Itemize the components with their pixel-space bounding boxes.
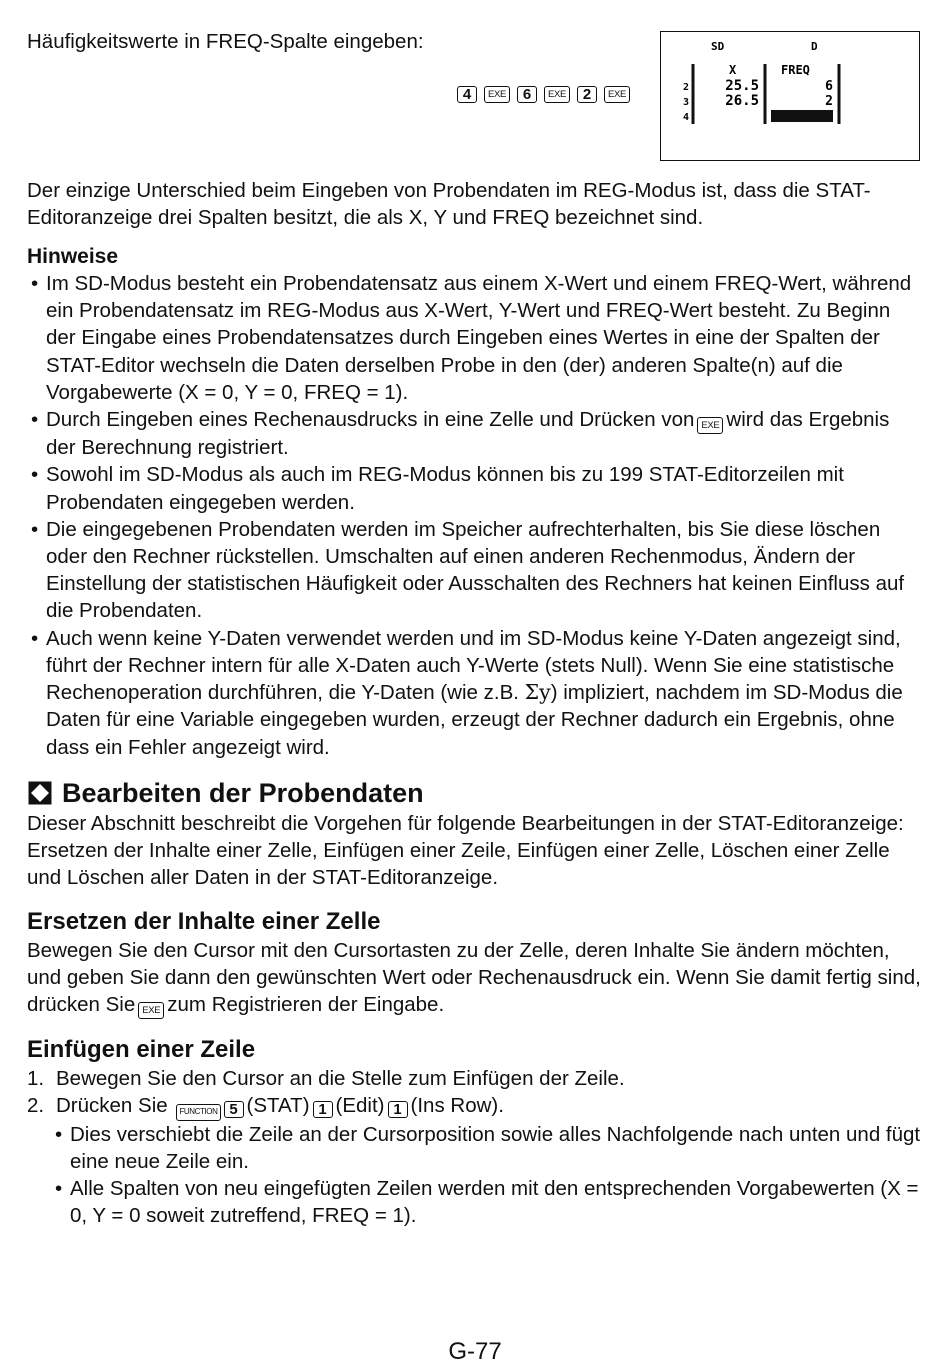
replace-cell-text: Bewegen Sie den Cursor mit den Cursortasten zu der Zelle, deren Inhalte Sie ändern möchten, und geben Sie dann den gewünschten Wert oder Rechenausdruck ein. Wenn Sie damit fertig sind, drücken Sie EXE zum Registrieren der Eingabe.	[27, 937, 922, 1019]
lcd-row-number: 2	[683, 82, 690, 93]
calculator-screen	[660, 31, 920, 161]
step-note: • Dies verschiebt die Zeile an der Cursorposition sowie alles Nachfolgende nach unten und fügt eine neue Zeile ein.	[27, 1121, 922, 1175]
page-number: G-77	[448, 1338, 502, 1365]
intro-text: Häufigkeitswerte in FREQ-Spalte eingeben:	[27, 30, 424, 53]
key-4: 4	[457, 86, 477, 103]
insert-row-steps	[27, 1065, 922, 1230]
section-diamond-icon	[27, 780, 53, 806]
sigma-y: Σy	[524, 680, 551, 705]
lcd-freq-value: 2	[825, 94, 833, 109]
key-5: 5	[224, 1101, 244, 1118]
lcd-row-number: 3	[683, 97, 690, 108]
key-1: 1	[388, 1101, 408, 1118]
key-6: 6	[517, 86, 537, 103]
key-exe: EXE	[138, 1002, 164, 1019]
key-exe: EXE	[544, 86, 570, 103]
step-item: 1. Bewegen Sie den Cursor an die Stelle zum Einfügen der Zeile.	[27, 1066, 625, 1090]
key-1: 1	[313, 1101, 333, 1118]
reg-mode-paragraph: Der einzige Unterschied beim Eingeben von Probendaten im REG-Modus ist, dass die STAT-Editoranzeige drei Spalten besitzt, die als X, Y und FREQ bezeichnet sind.	[27, 179, 871, 229]
step-notes	[27, 1121, 922, 1230]
key-exe: EXE	[697, 417, 723, 434]
lcd-header-x: X	[729, 63, 737, 77]
note-item: • Die eingegebenen Probendaten werden im Speicher aufrechterhalten, bis Sie diese löschen oder den Rechner rückstellen. Umschalten auf einen anderen Rechenmodus, Ändern der Einstellung der statistischen Häufigkeit oder Ausschalten des Rechners hat keinen Einfluss auf die Probendaten.	[27, 516, 922, 625]
lcd-indicator: D	[811, 40, 818, 53]
note-item: • Im SD-Modus besteht ein Probendatensatz aus einem X-Wert und einem FREQ-Wert, während ein Probendatensatz im REG-Modus aus X-Wert, Y-Wert und FREQ-Wert besteht. Zu Beginn der Eingabe eines Probendatensatzes durch Eingeben eines Wertes in eine der Spalten der STAT-Editor wechseln die Daten derselben Probe in den (der) anderen Spalte(n) auf die Vorgabewerte (X = 0, Y = 0, FREQ = 1).	[27, 270, 922, 406]
lcd-mode: SD	[711, 40, 725, 53]
lcd-row-number: 4	[683, 112, 690, 123]
notes-heading: Hinweise	[27, 245, 119, 268]
key-2: 2	[577, 86, 597, 103]
lcd-freq-value: 6	[825, 79, 833, 94]
key-exe: EXE	[484, 86, 510, 103]
lcd-x-value: 26.5	[725, 93, 759, 109]
lcd-cursor	[771, 110, 833, 122]
note-item: • Auch wenn keine Y-Daten verwendet werden und im SD-Modus keine Y-Daten angezeigt sind, führt der Rechner intern für alle X-Daten auch Y-Werte (stets Null). Wenn Sie eine statistische Rechenoperation durchführen, die Y-Daten (wie z.B. Σy) impliziert, nachdem im SD-Modus die Daten für eine Variable eingegeben wurden, erzeugt der Rechner dadurch ein Ergebnis, ohne dass ein Fehler angezeigt wird.	[27, 625, 922, 761]
step-item: 2. Drücken Sie FUNCTION 5 (STAT) 1 (Edit) 1 (Ins Row). • Dies verschiebt die Zeile an der Cursorposition sowie alles Nachfolgende nach unten und fügt eine neue Zeile ein. • Alle Spalten von neu eingefügten Zeilen werden mit den entsprechenden Vorgabewerten (X = 0, Y = 0 soweit zutreffend, FREQ = 1).	[27, 1092, 922, 1229]
section-title: Bearbeiten der Probendaten	[27, 776, 922, 810]
step-note: • Alle Spalten von neu eingefügten Zeilen werden mit den entsprechenden Vorgabewerten (X = 0, Y = 0 soweit zutreffend, FREQ = 1).	[27, 1175, 922, 1229]
note-item: • Durch Eingeben eines Rechenausdrucks in eine Zelle und Drücken von EXE wird das Ergebnis der Berechnung registriert.	[27, 406, 922, 461]
section-description: Dieser Abschnitt beschreibt die Vorgehen für folgende Bearbeitungen in der STAT-Editoranzeige: Ersetzen der Inhalte einer Zelle, Einfügen einer Zeile, Einfügen einer Zelle, Löschen einer Zelle und Löschen aller Daten in der STAT-Editoranzeige.	[27, 811, 904, 889]
insert-row-heading: Einfügen einer Zeile	[27, 1035, 256, 1063]
calculator-screen-display	[661, 32, 918, 159]
notes-list	[27, 270, 922, 761]
note-item: • Sowohl im SD-Modus als auch im REG-Modus können bis zu 199 STAT-Editorzeilen mit Probendaten eingegeben werden.	[27, 461, 922, 515]
key-exe: EXE	[604, 86, 630, 103]
key-sequence	[457, 86, 630, 103]
lcd-x-value: 25.5	[725, 78, 759, 94]
replace-cell-heading: Ersetzen der Inhalte einer Zelle	[27, 907, 381, 935]
main-content	[27, 177, 922, 1229]
key-function: FUNCTION	[176, 1104, 220, 1121]
lcd-header-freq: FREQ	[781, 63, 810, 77]
